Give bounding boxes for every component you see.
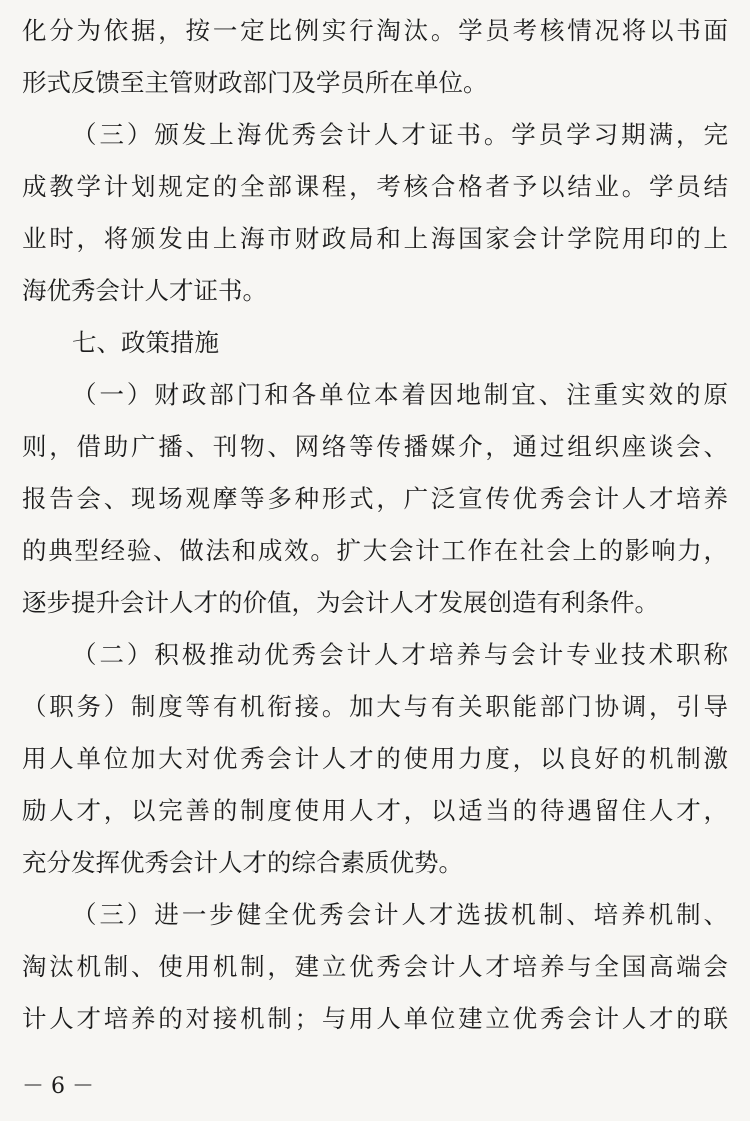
- paragraph-line: （二）积极推动优秀会计人才培养与会计专业技术职称: [72, 640, 728, 669]
- paragraph-line: 则，借助广播、刊物、网络等传播媒介，通过组织座谈会、: [22, 432, 728, 461]
- paragraph-line: 励人才，以完善的制度使用人才，以适当的待遇留住人才，: [22, 796, 728, 825]
- paragraph-line: 的典型经验、做法和成效。扩大会计工作在社会上的影响力，: [22, 536, 728, 565]
- paragraph-line: （三）颁发上海优秀会计人才证书。学员学习期满，完: [72, 120, 728, 149]
- paragraph-line: （一）财政部门和各单位本着因地制宜、注重实效的原: [72, 380, 728, 409]
- paragraph-line: 报告会、现场观摩等多种形式，广泛宣传优秀会计人才培养: [22, 484, 728, 513]
- paragraph-line: 充分发挥优秀会计人才的综合素质优势。: [22, 848, 463, 877]
- paragraph-line: 化分为依据，按一定比例实行淘汰。学员考核情况将以书面: [22, 16, 728, 45]
- paragraph-line: 逐步提升会计人才的价值，为会计人才发展创造有利条件。: [22, 588, 659, 617]
- paragraph-line: 海优秀会计人才证书。: [22, 276, 267, 305]
- paragraph-line: 计人才培养的对接机制；与用人单位建立优秀会计人才的联: [22, 1004, 728, 1033]
- paragraph-line: （三）进一步健全优秀会计人才选拔机制、培养机制、: [72, 900, 728, 929]
- paragraph-line: 业时，将颁发由上海市财政局和上海国家会计学院用印的上: [22, 224, 728, 253]
- paragraph-line: 淘汰机制、使用机制，建立优秀会计人才培养与全国高端会: [22, 952, 728, 981]
- paragraph-line: 成教学计划规定的全部课程，考核合格者予以结业。学员结: [22, 172, 728, 201]
- paragraph-line: （职务）制度等有机衔接。加大与有关职能部门协调，引导: [22, 692, 728, 721]
- page-number: － 6 －: [22, 1074, 94, 1099]
- paragraph-line: 用人单位加大对优秀会计人才的使用力度，以良好的机制激: [22, 744, 728, 773]
- section-heading: 七、政策措施: [72, 328, 219, 357]
- paragraph-line: 形式反馈至主管财政部门及学员所在单位。: [22, 68, 488, 97]
